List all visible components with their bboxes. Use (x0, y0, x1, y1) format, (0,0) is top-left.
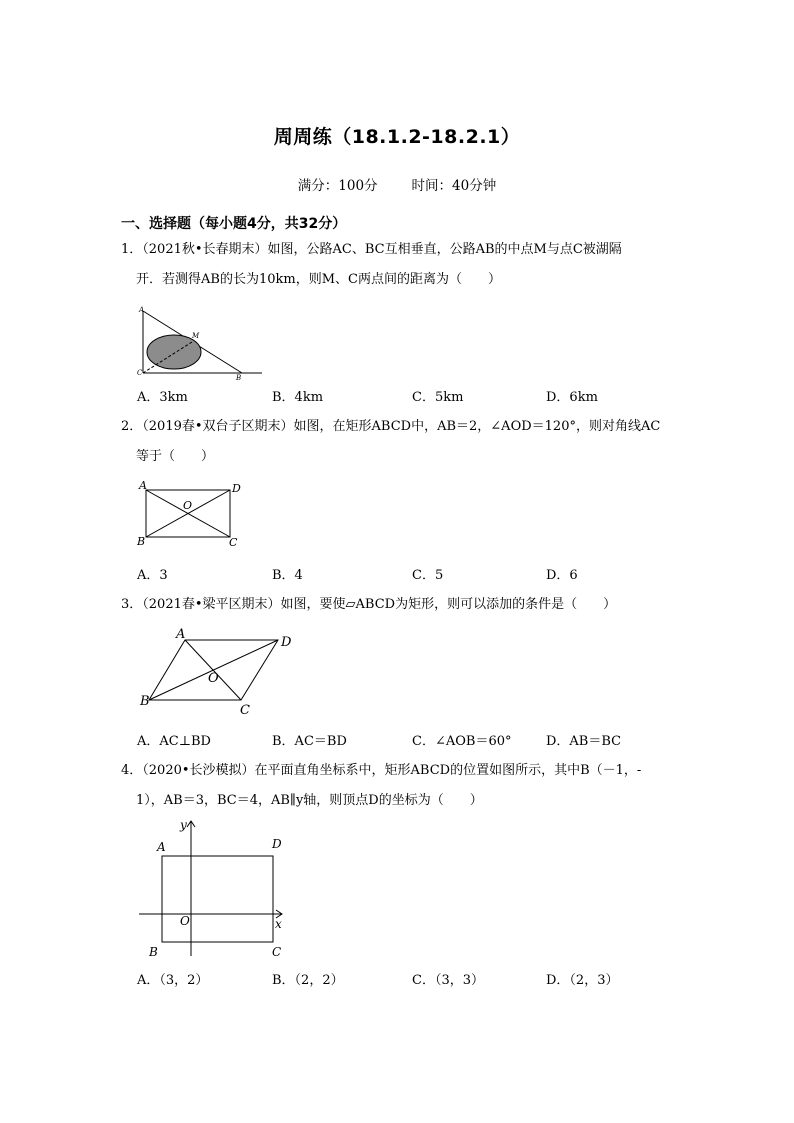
section-heading: 一、选择题（每小题4分，共32分） (121, 216, 347, 232)
option-a[interactable]: A．3 (137, 568, 168, 583)
question-2-line2: 等于（ ） (136, 449, 215, 464)
option-b[interactable]: B．AC＝BD (272, 734, 347, 749)
label-m: M (192, 332, 200, 340)
label-o: O (183, 499, 193, 512)
question-4-figure (136, 818, 296, 960)
exam-info (0, 174, 794, 194)
label-b: B (140, 694, 150, 709)
question-2-text (121, 412, 681, 472)
question-3-line1: 3．（2021春•梁平区期末）如图，要使▱ABCD为矩形，则可以添加的条件是（ ） (121, 597, 617, 612)
option-d[interactable]: D．6km (546, 390, 598, 405)
question-2-line1: 2．（2019春•双台子区期末）如图，在矩形ABCD中，AB＝2，∠AOD＝120°，则对角线AC (121, 419, 661, 434)
option-b[interactable]: B．（2，2） (272, 973, 344, 988)
label-b: B (149, 945, 158, 959)
label-d: D (281, 635, 292, 650)
option-d[interactable]: D．6 (546, 568, 578, 583)
option-c[interactable]: C．5 (412, 568, 444, 583)
question-3-options (137, 730, 697, 750)
rectangle-abcd (162, 856, 273, 942)
question-4-options (137, 969, 697, 989)
label-a: A (139, 479, 147, 492)
option-c[interactable]: C．（3，3） (412, 973, 484, 988)
label-a: A (139, 306, 145, 314)
option-a[interactable]: A．AC⊥BD (137, 734, 211, 749)
page-title: 周周练（18.1.2-18.2.1） (273, 126, 521, 148)
label-b: B (137, 535, 146, 548)
question-3-figure (136, 624, 301, 718)
question-1-text (121, 235, 681, 295)
label-c: C (272, 945, 282, 959)
label-y: y (180, 818, 187, 832)
full-score: 满分：100分 (297, 178, 378, 194)
label-b: B (236, 374, 242, 382)
question-1-line1: 1．（2021秋•长春期末）如图，公路AC、BC互相垂直，公路AB的中点M与点C被湖隔 (121, 242, 622, 257)
diagonal-bd (149, 640, 278, 700)
label-c: C (240, 703, 250, 718)
label-o: O (208, 671, 219, 686)
option-d[interactable]: D．（2，3） (546, 973, 619, 988)
label-d: D (232, 482, 241, 495)
question-2-figure (136, 478, 251, 550)
question-2-options (137, 564, 697, 584)
question-4-line1: 4．（2020•长沙模拟）在平面直角坐标系中，矩形ABCD的位置如图所示，其中B（－1，- (121, 763, 642, 778)
option-b[interactable]: B．4km (272, 390, 324, 405)
label-a: A (176, 627, 186, 642)
label-d: D (272, 837, 282, 851)
label-c: C (229, 536, 238, 549)
option-c[interactable]: C．∠AOB＝60° (412, 734, 512, 749)
label-a: A (157, 840, 166, 854)
option-b[interactable]: B．4 (272, 568, 303, 583)
option-a[interactable]: A．（3，2） (137, 973, 209, 988)
question-1-options (137, 386, 697, 406)
question-4-line2: 1），AB＝3，BC＝4，AB∥y轴，则顶点D的坐标为（ ） (136, 793, 483, 808)
question-4-text (121, 756, 681, 816)
question-1-figure (136, 300, 271, 382)
option-c[interactable]: C．5km (412, 390, 464, 405)
question-3-text (121, 590, 681, 620)
time-limit: 时间：40分钟 (411, 178, 497, 194)
option-d[interactable]: D．AB＝BC (546, 734, 622, 749)
question-1-line2: 开．若测得AB的长为10km，则M、C两点间的距离为（ ） (136, 272, 501, 287)
label-c: C (137, 369, 143, 377)
label-x: x (275, 917, 282, 931)
option-a[interactable]: A．3km (137, 390, 188, 405)
label-o: O (180, 914, 190, 928)
lake (147, 335, 201, 369)
